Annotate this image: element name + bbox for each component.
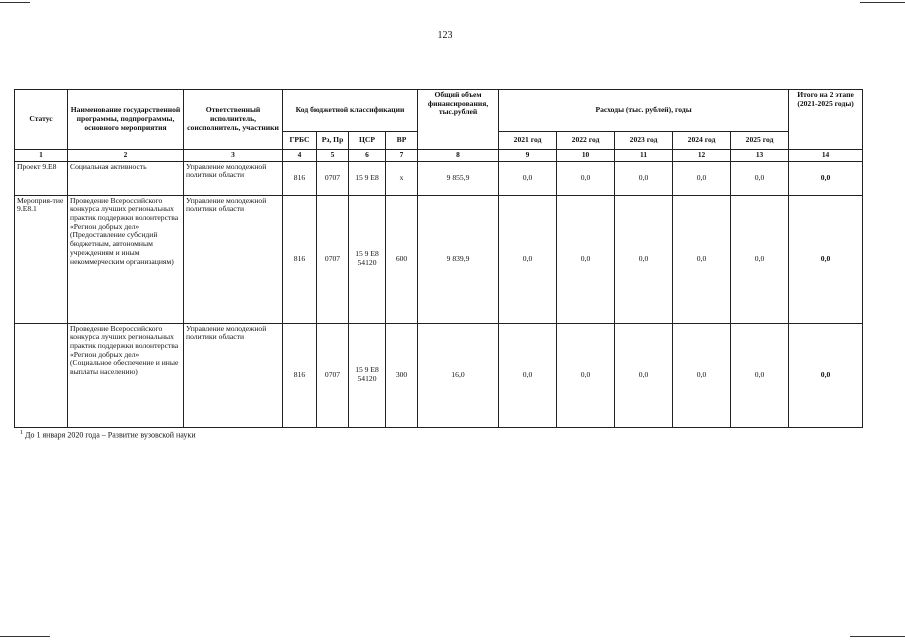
header-rzpr: Рз, Пр bbox=[317, 132, 349, 150]
cell-2023: 0,0 bbox=[615, 195, 673, 323]
cell-status: Мероприя-тие 9.Е8.1 bbox=[15, 195, 68, 323]
header-grbs: ГРБС bbox=[283, 132, 317, 150]
header-executor: Ответственный исполнитель, соисполнитель, участники bbox=[184, 90, 283, 150]
cell-2021: 0,0 bbox=[499, 161, 557, 195]
cell-2021: 0,0 bbox=[499, 195, 557, 323]
column-number: 9 bbox=[499, 150, 557, 162]
header-year-2022: 2022 год bbox=[557, 132, 615, 150]
cell-executor: Управление молодежной политики области bbox=[184, 195, 283, 323]
column-number: 4 bbox=[283, 150, 317, 162]
cell-total: 9 855,9 bbox=[418, 161, 499, 195]
header-year-2021: 2021 год bbox=[499, 132, 557, 150]
table-row bbox=[15, 161, 863, 195]
header-total-volume: Общий объем финансирования, тыс.рублей bbox=[418, 90, 499, 150]
column-number: 14 bbox=[789, 150, 863, 162]
cell-total: 16,0 bbox=[418, 323, 499, 427]
header-csr: ЦСР bbox=[349, 132, 386, 150]
cell-2025: 0,0 bbox=[731, 161, 789, 195]
column-number: 5 bbox=[317, 150, 349, 162]
header-row-1 bbox=[15, 90, 863, 132]
header-year-2025: 2025 год bbox=[731, 132, 789, 150]
cell-name: Проведение Всероссийского конкурса лучших региональных практик поддержки волонтерства «Регион добрых дел» (Социальное обеспечение и иные выплаты населению) bbox=[68, 323, 184, 427]
cell-rzpr: 0707 bbox=[317, 161, 349, 195]
cell-2025: 0,0 bbox=[731, 323, 789, 427]
column-number: 12 bbox=[673, 150, 731, 162]
column-numbers-row bbox=[15, 150, 863, 162]
column-number: 2 bbox=[68, 150, 184, 162]
column-number: 7 bbox=[386, 150, 418, 162]
footnote-mark: 1 bbox=[20, 430, 23, 436]
table-row bbox=[15, 195, 863, 323]
table-row bbox=[15, 323, 863, 427]
page-number: 123 bbox=[437, 30, 453, 41]
cell-vr: 300 bbox=[386, 323, 418, 427]
header-budget-code: Код бюджетной классификации bbox=[283, 90, 418, 132]
cell-csr: 15 9 Е8 54120 bbox=[349, 323, 386, 427]
column-number: 10 bbox=[557, 150, 615, 162]
cell-grbs: 816 bbox=[283, 161, 317, 195]
cell-csr: 15 9 Е8 54120 bbox=[349, 195, 386, 323]
cell-2025: 0,0 bbox=[731, 195, 789, 323]
cell-2024: 0,0 bbox=[673, 161, 731, 195]
header-status: Статус bbox=[15, 90, 68, 150]
cell-2022: 0,0 bbox=[557, 195, 615, 323]
budget-table bbox=[14, 89, 863, 428]
footnote bbox=[20, 430, 196, 440]
cell-csr: 15 9 Е8 bbox=[349, 161, 386, 195]
header-itogo: Итого на 2 этапе (2021-2025 годы) bbox=[789, 90, 863, 150]
cell-itogo: 0,0 bbox=[789, 161, 863, 195]
cell-2022: 0,0 bbox=[557, 323, 615, 427]
scan-edge-mark bbox=[0, 2, 30, 3]
column-number: 8 bbox=[418, 150, 499, 162]
cell-2021: 0,0 bbox=[499, 323, 557, 427]
header-year-2023: 2023 год bbox=[615, 132, 673, 150]
cell-status bbox=[15, 323, 68, 427]
cell-grbs: 816 bbox=[283, 323, 317, 427]
cell-vr: х bbox=[386, 161, 418, 195]
cell-name: Социальная активность bbox=[68, 161, 184, 195]
scan-edge-mark bbox=[850, 636, 905, 637]
column-number: 1 bbox=[15, 150, 68, 162]
cell-itogo: 0,0 bbox=[789, 323, 863, 427]
column-number: 3 bbox=[184, 150, 283, 162]
cell-itogo: 0,0 bbox=[789, 195, 863, 323]
header-year-2024: 2024 год bbox=[673, 132, 731, 150]
cell-rzpr: 0707 bbox=[317, 323, 349, 427]
cell-executor: Управление молодежной политики области bbox=[184, 161, 283, 195]
cell-2023: 0,0 bbox=[615, 323, 673, 427]
cell-2024: 0,0 bbox=[673, 195, 731, 323]
scan-edge-mark bbox=[0, 636, 50, 637]
column-number: 6 bbox=[349, 150, 386, 162]
cell-rzpr: 0707 bbox=[317, 195, 349, 323]
cell-vr: 600 bbox=[386, 195, 418, 323]
footnote-text: До 1 января 2020 года – Развитие вузовской науки bbox=[25, 430, 196, 440]
header-expenses: Расходы (тыс. рублей), годы bbox=[499, 90, 789, 132]
column-number: 13 bbox=[731, 150, 789, 162]
cell-grbs: 816 bbox=[283, 195, 317, 323]
cell-status: Проект 9.Е8 bbox=[15, 161, 68, 195]
cell-2024: 0,0 bbox=[673, 323, 731, 427]
cell-executor: Управление молодежной политики области bbox=[184, 323, 283, 427]
cell-total: 9 839,9 bbox=[418, 195, 499, 323]
header-name: Наименование государственной программы, подпрограммы, основного мероприятия bbox=[68, 90, 184, 150]
cell-2022: 0,0 bbox=[557, 161, 615, 195]
scan-edge-mark bbox=[860, 2, 905, 3]
cell-2023: 0,0 bbox=[615, 161, 673, 195]
cell-name: Проведение Всероссийского конкурса лучших региональных практик поддержки волонтерства «Регион добрых дел» (Предоставление субсидий бюджетным, автономным учреждениям и иным некоммерческим организациям) bbox=[68, 195, 184, 323]
column-number: 11 bbox=[615, 150, 673, 162]
header-vr: ВР bbox=[386, 132, 418, 150]
